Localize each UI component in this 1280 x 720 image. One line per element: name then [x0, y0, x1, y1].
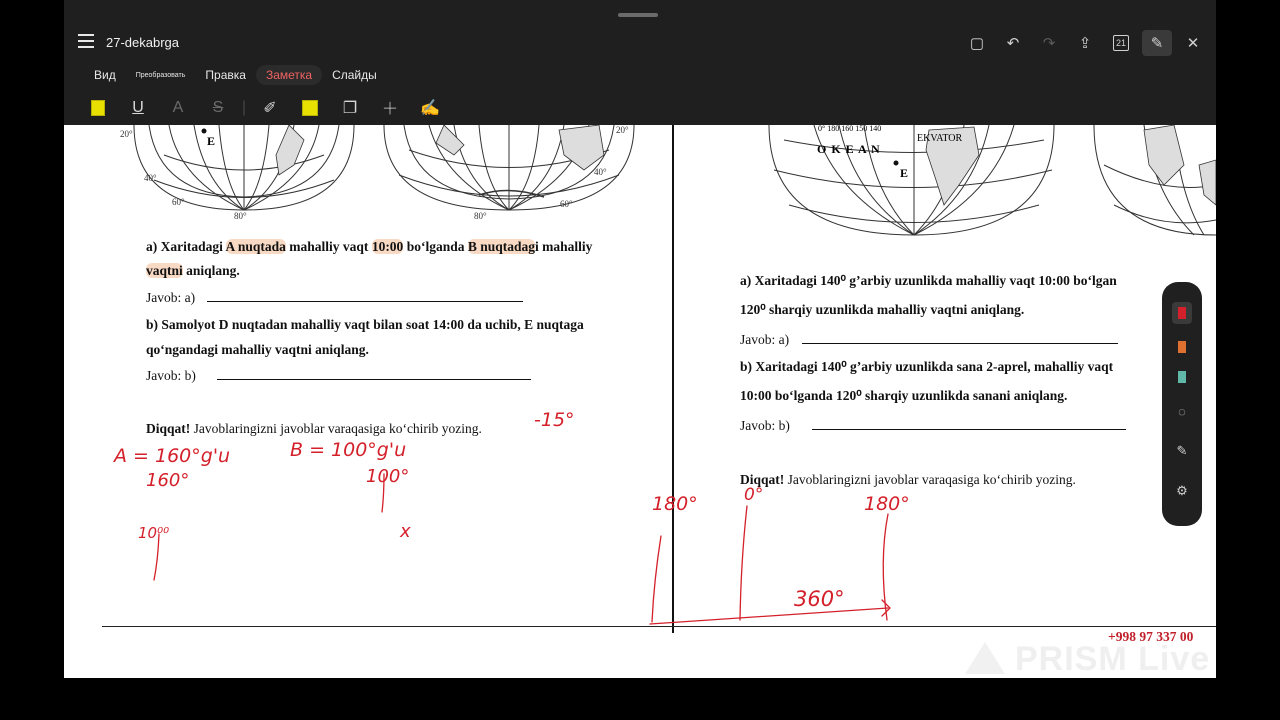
underline-tool-icon[interactable]: U — [132, 98, 144, 116]
annotation-a-equals: A = 160°g'u — [114, 445, 231, 467]
page-divider — [672, 125, 674, 633]
page-count-icon[interactable]: 21 — [1106, 30, 1136, 56]
map-point-e-label: E — [207, 134, 216, 148]
share-icon[interactable]: ⇪ — [1078, 35, 1092, 52]
page-bottom-rule — [102, 626, 1216, 627]
text-color-tool-icon[interactable]: A — [172, 98, 184, 116]
toolbar-divider: | — [241, 98, 247, 116]
shapes-tool-icon[interactable]: ❐ — [342, 99, 358, 117]
answer-b-label: Javob: b) — [740, 418, 790, 433]
lat-label: 80° — [234, 211, 247, 221]
question-a-line2: 120⁰ sharqiy uzunlikda mahalliy vaqtni aniqlang. — [740, 302, 1025, 317]
lat-label: 40° — [594, 167, 607, 177]
close-icon[interactable]: ✕ — [1186, 35, 1200, 52]
question-a-line2: vaqtni aniqlang. — [146, 263, 240, 278]
annotation-100: 100° — [366, 466, 410, 487]
lasso-icon[interactable]: ◌ — [1178, 403, 1186, 419]
document-page-right — [674, 125, 1216, 678]
watermark-triangle-icon — [965, 642, 1005, 674]
teal-highlighter-icon[interactable] — [1172, 366, 1192, 388]
document-title: 27-dekabrga — [106, 35, 179, 50]
annotation-zero: 0° — [744, 485, 764, 505]
question-b-line2: qo‘ngandagi mahalliy vaqtni aniqlang. — [146, 342, 369, 357]
annotation-toolbar — [64, 90, 1216, 125]
add-tool-icon[interactable]: ＋ — [381, 101, 398, 118]
redo-icon[interactable]: ↷ — [1042, 35, 1056, 52]
pen-palette — [1162, 282, 1202, 526]
annotation-360: 360° — [794, 587, 845, 611]
lat-label: 60° — [172, 197, 185, 207]
document-page-left — [64, 125, 674, 678]
map-point-e-label: E — [900, 166, 909, 180]
orange-marker-icon[interactable] — [1172, 336, 1192, 358]
note-text: Diqqat! Javoblaringizni javoblar varaqasiga ko‘chirib yozing. — [740, 472, 1076, 487]
note-text: Diqqat! Javoblaringizni javoblar varaqasiga ko‘chirib yozing. — [146, 421, 482, 436]
answer-b-line[interactable] — [812, 429, 1126, 430]
drag-handle[interactable] — [618, 13, 658, 17]
question-b-line1: b) Xaritadagi 140⁰ g’arbiy uzunlikda sana 2-aprel, mahalliy vaqt — [740, 359, 1114, 374]
pencil-icon[interactable]: ✎ — [1176, 443, 1188, 458]
hamburger-menu-icon[interactable] — [78, 34, 94, 48]
map-figure-left — [64, 125, 674, 235]
lat-label: 20° — [120, 129, 133, 139]
equator-label: EKVATOR — [917, 133, 963, 144]
answer-a-line[interactable] — [207, 301, 523, 302]
answer-a-label: Javob: a) — [740, 332, 790, 347]
question-a-line1: a) Xaritadagi 140⁰ g’arbiy uzunlikda mahalliy vaqt 10:00 bo‘lgan — [740, 273, 1117, 288]
lat-label: 60° — [560, 199, 573, 209]
tab-edit[interactable]: Правка — [205, 68, 246, 82]
annotation-160: 160° — [146, 470, 190, 491]
undo-icon[interactable]: ↶ — [1006, 35, 1020, 52]
tab-slides[interactable]: Слайды — [332, 68, 377, 82]
sign-tool-icon[interactable]: ✍ — [420, 99, 440, 117]
area-highlight-tool[interactable] — [290, 93, 330, 123]
pen-tool-icon[interactable]: ✐ — [263, 99, 277, 117]
tab-bar — [64, 62, 387, 88]
lat-label: 20° — [616, 125, 629, 135]
question-b-line2: 10:00 bo‘lganda 120⁰ sharqiy uzunlikda sanani aniqlang. — [740, 388, 1068, 403]
lat-label: 40° — [144, 173, 157, 183]
save-icon[interactable]: ▢ — [969, 35, 985, 52]
strikethrough-tool-icon[interactable]: S — [212, 98, 224, 116]
annotation-x-mark: x — [400, 521, 411, 542]
highlighter-tool[interactable] — [78, 93, 118, 123]
annotation-10: 10⁰⁰ — [138, 524, 170, 542]
longitude-labels: 0° 180 160 150 140 — [818, 125, 882, 133]
ocean-label: O K E A N — [817, 142, 881, 156]
tab-note[interactable]: Заметка — [256, 65, 322, 85]
answer-a-line[interactable] — [802, 343, 1118, 344]
watermark-logo: PRISM Live — [965, 640, 1210, 679]
phone-number: +998 97 337 00 — [1108, 629, 1194, 644]
tab-convert[interactable]: Преобразовать — [135, 71, 186, 79]
annotation-b-equals: B = 100°g'u — [290, 439, 407, 461]
settings-gear-icon[interactable]: ⚙ — [1176, 483, 1188, 498]
app-window — [64, 0, 1216, 678]
question-a-line1: a) Xaritadagi A nuqtada mahalliy vaqt 10:00 bo‘lganda B nuqtadagi mahalliy — [146, 239, 593, 254]
answer-b-label: Javob: b) — [146, 368, 196, 383]
title-bar — [64, 26, 1216, 60]
question-b-line1: b) Samolyot D nuqtadan mahalliy vaqt bilan soat 14:00 da uchib, E nuqtaga — [146, 317, 584, 332]
map-figure-right — [674, 125, 1216, 260]
answer-b-line[interactable] — [217, 379, 531, 380]
tab-view[interactable]: Вид — [94, 68, 116, 82]
pen-mode-icon[interactable]: ✎ — [1142, 30, 1172, 56]
annotation-right-180: 180° — [864, 493, 910, 515]
lat-label: 80° — [474, 211, 487, 221]
annotation-minus15: -15° — [534, 409, 575, 431]
red-pen-icon[interactable] — [1172, 302, 1192, 324]
annotation-left-180: 180° — [652, 493, 698, 515]
answer-a-label: Javob: a) — [146, 290, 196, 305]
